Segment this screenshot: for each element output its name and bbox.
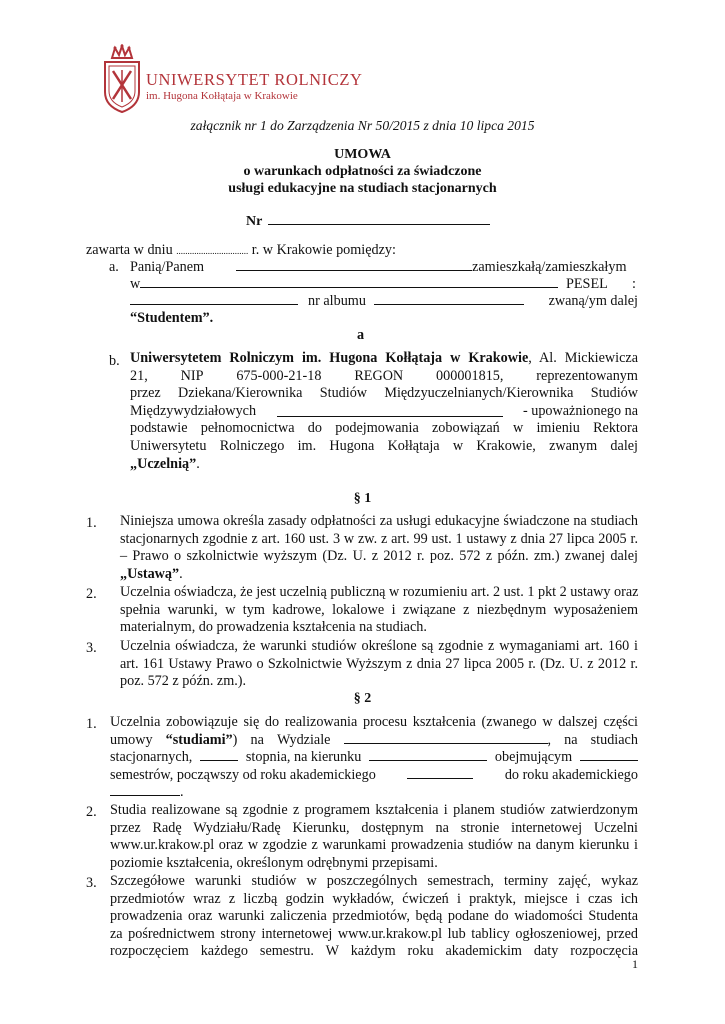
sec2-item-1-number: 1. bbox=[86, 716, 97, 732]
party-a-alias: “Studentem”. bbox=[130, 310, 214, 326]
start-year-field[interactable] bbox=[407, 767, 473, 779]
attachment-note: załącznik nr 1 do Zarządzenia Nr 50/2015 z dnia 10 lipca 2015 bbox=[190, 118, 535, 133]
page-number: 1 bbox=[632, 957, 638, 971]
logo-title: UNIWERSYTET ROLNICZY bbox=[146, 70, 363, 89]
section-2-title: § 2 bbox=[353, 691, 372, 706]
conjunction-a: a bbox=[357, 327, 365, 343]
party-a-line-3: nr albumu zwaną/ym dalej bbox=[130, 293, 638, 310]
end-year-field[interactable] bbox=[110, 784, 180, 796]
sec1-item-3-number: 3. bbox=[86, 640, 97, 656]
name-field[interactable] bbox=[236, 259, 472, 271]
degree-field[interactable] bbox=[200, 749, 238, 761]
section-1-title: § 1 bbox=[353, 491, 372, 506]
major-field[interactable] bbox=[369, 749, 487, 761]
representative-field[interactable] bbox=[277, 405, 503, 417]
sec2-item-2-number: 2. bbox=[86, 804, 97, 820]
sec2-item-3-number: 3. bbox=[86, 875, 97, 891]
sec1-item-1-number: 1. bbox=[86, 515, 97, 531]
pesel-field[interactable] bbox=[130, 293, 298, 305]
document-subtitle-2: usługi edukacyjne na studiach stacjonarnych bbox=[228, 181, 497, 196]
album-number-field[interactable] bbox=[374, 293, 524, 305]
logo-subtitle: im. Hugona Kołłątaja w Krakowie bbox=[146, 90, 298, 102]
address-field[interactable] bbox=[140, 276, 558, 288]
sec1-item-2: Uczelnia oświadcza, że jest uczelnią publiczną w rozumieniu art. 2 ust. 1 pkt 2 ustawy oraz spełnia warunki, w tym kadrowe, lokalowe i związane z niezbędnym wyposażeniem materialnym, do prowadzenia kształcenia na studiach. bbox=[120, 584, 639, 636]
document-subtitle-1: o warunkach odpłatności za świadczone bbox=[243, 164, 482, 179]
concluded-line: zawarta w dniu ................................ r. w Krakowie pomiędzy: bbox=[86, 242, 396, 258]
contract-number: Nr bbox=[246, 212, 490, 230]
semesters-field[interactable] bbox=[580, 749, 638, 761]
party-a-line-1: Panią/Panem zamieszkałą/zamieszkałym bbox=[130, 259, 627, 275]
sec1-item-2-number: 2. bbox=[86, 586, 97, 602]
party-a-marker: a. bbox=[109, 259, 119, 275]
party-a-line-2: w PESEL : bbox=[130, 276, 636, 292]
sec2-item-1: Uczelnia zobowiązuje się do realizowania procesu kształcenia (zwanego w dalszej części umowy “studiami”) na Wydziale , na studiach stacjonarnych, stopnia, na kierunku obejmującym semestrów, począwszy od roku akademickiego do roku akademickiego . bbox=[110, 714, 638, 801]
faculty-field[interactable] bbox=[344, 732, 548, 744]
sec1-item-1: Niniejsza umowa określa zasady odpłatności za usługi edukacyjne świadczone na studiach stacjonarnych zgodnie z art. 160 ust. 3 w zw. z art. 99 ust. 1 ustawy z dnia 27 lipca 2005 r. – Prawo o szkolnictwie wyższym (Dz. U. z 2012 r. poz. 572 z późn. zm.) zwanej dalej „Ustawą”. bbox=[120, 513, 638, 582]
university-logo bbox=[100, 44, 363, 114]
contract-number-field[interactable] bbox=[268, 212, 490, 225]
university-crest-icon bbox=[100, 44, 144, 114]
party-b-marker: b. bbox=[109, 353, 120, 369]
sec2-item-2: Studia realizowane są zgodnie z programem kształcenia i planem studiów zatwierdzonym przez Radę Wydziału/Radę Kierunku, dostępnym na stronie internetowej Uczelni www.ur.krakow.pl oraz w zgodzie z warunkami prowadzenia studiów na danym kierunku i poziomie kształcenia, określonym odrębnymi przepisami. bbox=[110, 802, 638, 871]
document-title: UMOWA bbox=[334, 147, 391, 162]
sec2-item-3: Szczegółowe warunki studiów w poszczególnych semestrach, terminy zajęć, wykaz przedmiotów wraz z liczbą godzin wykładów, ćwiczeń i praktyk, miejsce i czas ich prowadzenia oraz warunki zaliczenia przedmiotów, będą podane do wiadomości Studenta za pośrednictwem strony internetowej www.ur.krakow.pl lub tablicy ogłoszeniowej, przed rozpoczęciem każdego semestru. W każdym roku akademickim daty rozpoczęcia bbox=[110, 873, 638, 960]
party-b-description: Uniwersytetem Rolniczym im. Hugona Kołłątaja w Krakowie, Al. Mickiewicza 21, NIP 675-000-21-18 REGON 000001815, reprezentowanym przez Dziekana/Kierownika Studiów Międzyuczelnianych/Kierownika Studiów Międzywydziałowych - upoważnionego na podstawie pełnomocnictwa do podejmowania zobowiązań w imieniu Rektora Uniwersytetu Rolniczego im. Hugona Kołłątaja w Krakowie, zwanym dalej „Uczelnią”. bbox=[130, 350, 638, 472]
sec1-item-3: Uczelnia oświadcza, że warunki studiów określone są zgodnie z wymaganiami art. 160 i art. 161 Ustawy Prawo o Szkolnictwie Wyższym z dnia 27 lipca 2005 r. (Dz. U. z 2012 r. poz. 572 z późn. zm.). bbox=[120, 638, 638, 690]
